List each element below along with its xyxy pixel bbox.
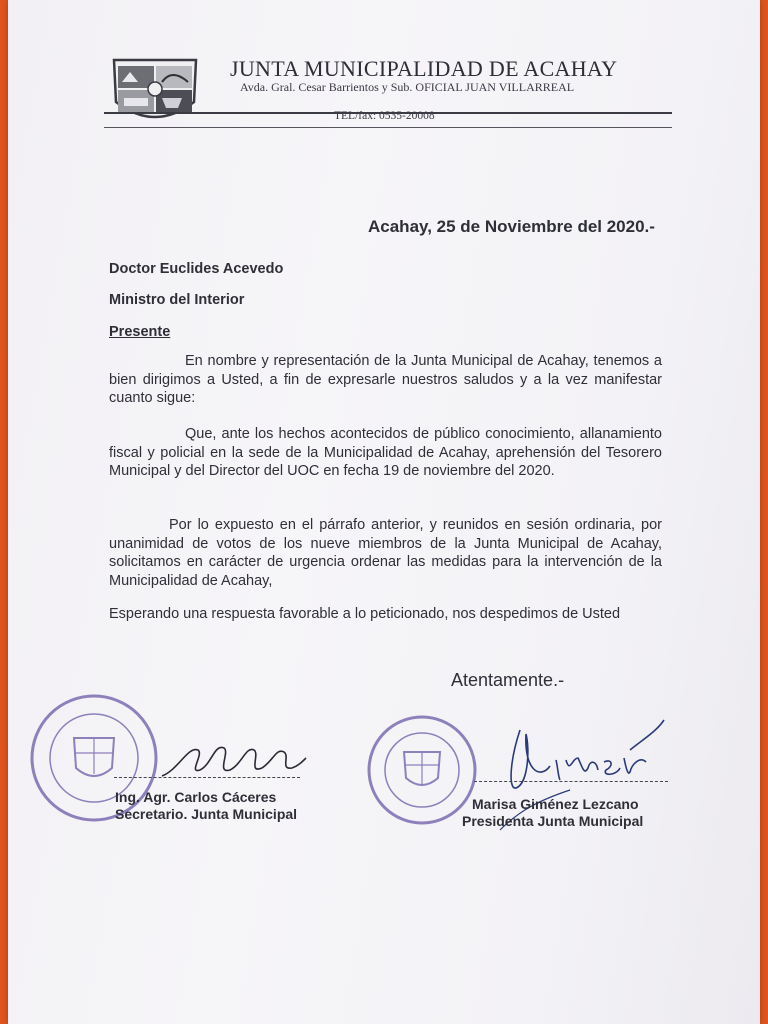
president-name: Marisa Giménez Lezcano [472,796,639,812]
secretary-signature-line [114,777,300,778]
president-signature-line [474,781,668,782]
addressee-role: Ministro del Interior [109,292,245,308]
addressee-greeting: Presente [109,324,171,340]
closing-salutation: Atentamente.- [451,670,565,690]
letterhead-divider-bottom [104,127,672,128]
president-title: Presidenta Junta Municipal [462,813,644,829]
body-paragraph-1: En nombre y representación de la Junta Municipal de Acahay, tenemos a bien dirigimos a Usted, a fin de expresarle nuestros saludos y a la vez manifestar cuanto sigue: [109,353,662,406]
addressee-name: Doctor Euclides Acevedo [109,261,284,277]
letterhead-address: Avda. Gral. Cesar Barrientos y Sub. OFICIAL JUAN VILLARREAL [240,80,575,94]
body-paragraph-2: Que, ante los hechos acontecidos de público conocimiento, allanamiento fiscal y policial en la sede de la Municipalidad de Acahay, aprehensión del Tesorero Municipal y del Director del UOC en fecha 19 de noviembre del 2020. [109,426,662,479]
letterhead-phone: TEL/fax: 0535-20008 [334,110,435,122]
letter-date: Acahay, 25 de Noviembre del 2020.- [368,217,655,236]
municipal-crest-icon [108,52,202,132]
letter-page [8,0,760,1024]
president-stamp-icon [364,712,480,828]
body-paragraph-4: Esperando una respuesta favorable a lo peticionado, nos despedimos de Usted [109,606,621,622]
secretary-title: Secretario. Junta Municipal [115,806,298,822]
secretary-name: Ing. Agr. Carlos Cáceres [115,789,277,805]
letterhead-title: JUNTA MUNICIPALIDAD DE ACAHAY [230,56,618,81]
body-paragraph-3: Por lo expuesto en el párrafo anterior, y reunidos en sesión ordinaria, por unanimidad de votos de los nueve miembros de la Junta Municipal de Acahay, solicitamos en carácter de urgencia ordenar las medidas para la intervención de la Municipalidad de Acahay, [109,517,662,589]
